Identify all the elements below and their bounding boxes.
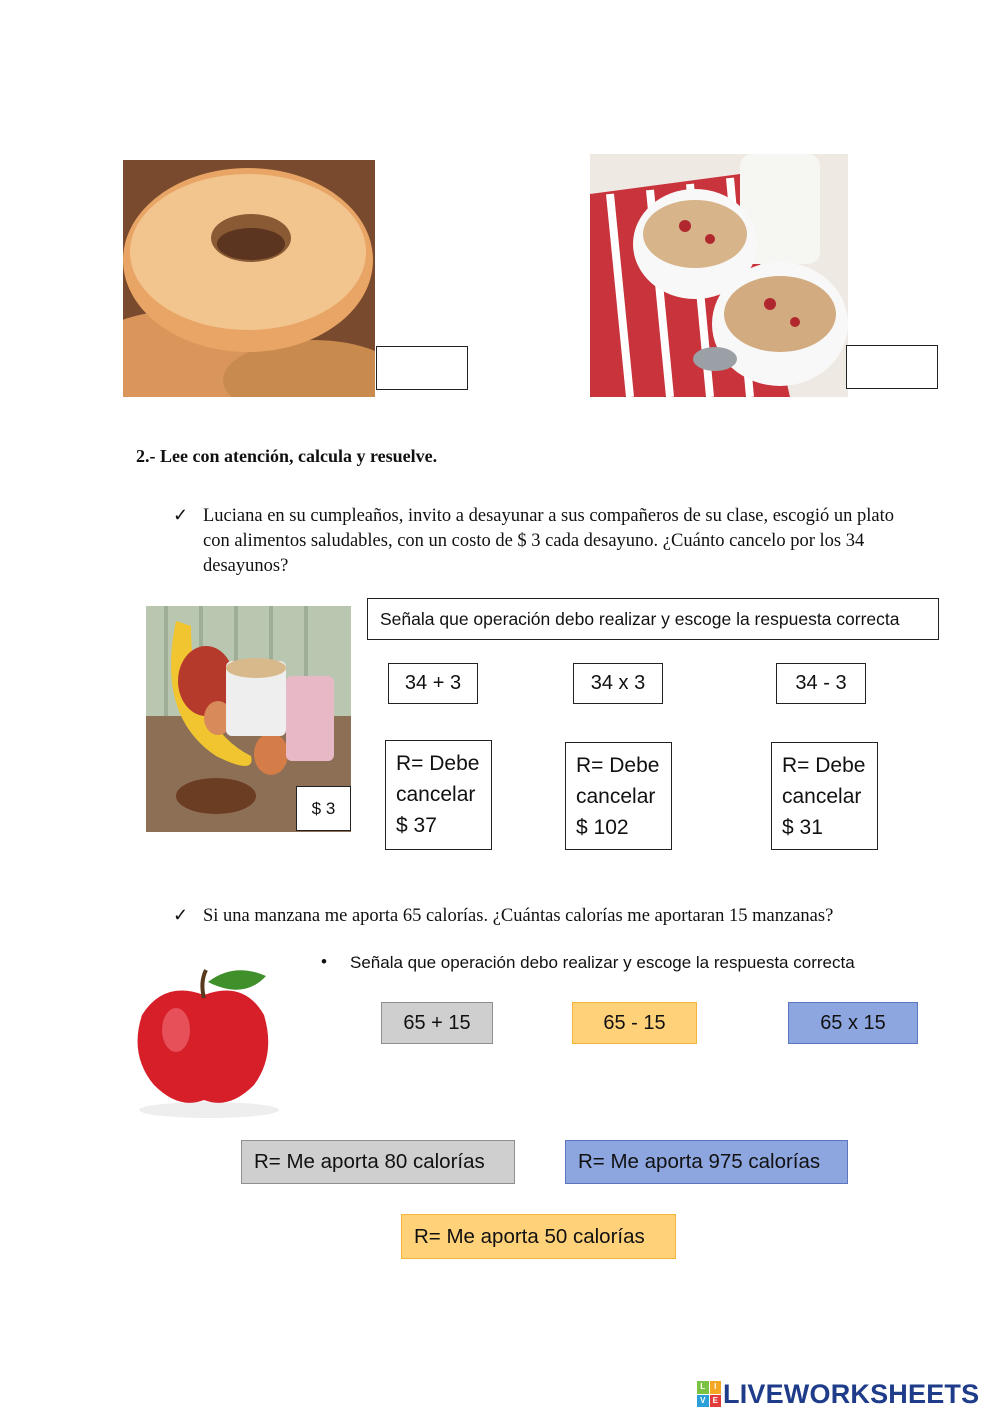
answer-option-yellow[interactable]: R= Me aporta 50 calorías (401, 1214, 676, 1259)
problem-2-text: Si una manzana me aporta 65 calorías. ¿Cuántas calorías me aportaran 15 manzanas? (203, 906, 834, 926)
operation-option-1[interactable]: 34 + 3 (388, 663, 478, 704)
check-icon: ✓ (173, 905, 189, 925)
instruction-box-1: Señala que operación debo realizar y escoge la respuesta correcta (367, 598, 939, 640)
operation-option-gray[interactable]: 65 + 15 (381, 1002, 493, 1044)
price-label: $ 3 (296, 786, 351, 831)
answer-blank-cereal[interactable] (846, 345, 938, 389)
donut-image (123, 160, 375, 397)
answer-blank-donut[interactable] (376, 346, 468, 390)
operation-option-3[interactable]: 34 - 3 (776, 663, 866, 704)
answer-option-blue[interactable]: R= Me aporta 975 calorías (565, 1140, 848, 1184)
section-heading: 2.- Lee con atención, calcula y resuelve. (136, 446, 438, 466)
answer-option-1[interactable]: R= Debe cancelar $ 37 (385, 740, 492, 850)
operation-option-2[interactable]: 34 x 3 (573, 663, 663, 704)
bullet-icon: • (321, 952, 327, 971)
answer-option-3[interactable]: R= Debe cancelar $ 31 (771, 742, 878, 850)
operation-option-blue[interactable]: 65 x 15 (788, 1002, 918, 1044)
logo-badge-icon: L I V E (697, 1381, 721, 1407)
check-icon: ✓ (173, 505, 189, 525)
cereal-bowls-image (590, 154, 848, 397)
apple-image (94, 960, 316, 1122)
answer-option-gray[interactable]: R= Me aporta 80 calorías (241, 1140, 515, 1184)
instruction-2: Señala que operación debo realizar y escoge la respuesta correcta (350, 953, 855, 972)
brand-text: LIVEWORKSHEETS (723, 1378, 980, 1409)
problem-1-text: Luciana en su cumpleaños, invito a desayunar a sus compañeros de su clase, escogió un plato con alimentos saludables, con un costo de $ 3 cada desayuno. ¿Cuánto cancelo por los 34 desayunos? (203, 506, 894, 576)
liveworksheets-logo (697, 1378, 993, 1410)
answer-option-2[interactable]: R= Debe cancelar $ 102 (565, 742, 672, 850)
operation-option-yellow[interactable]: 65 - 15 (572, 1002, 697, 1044)
